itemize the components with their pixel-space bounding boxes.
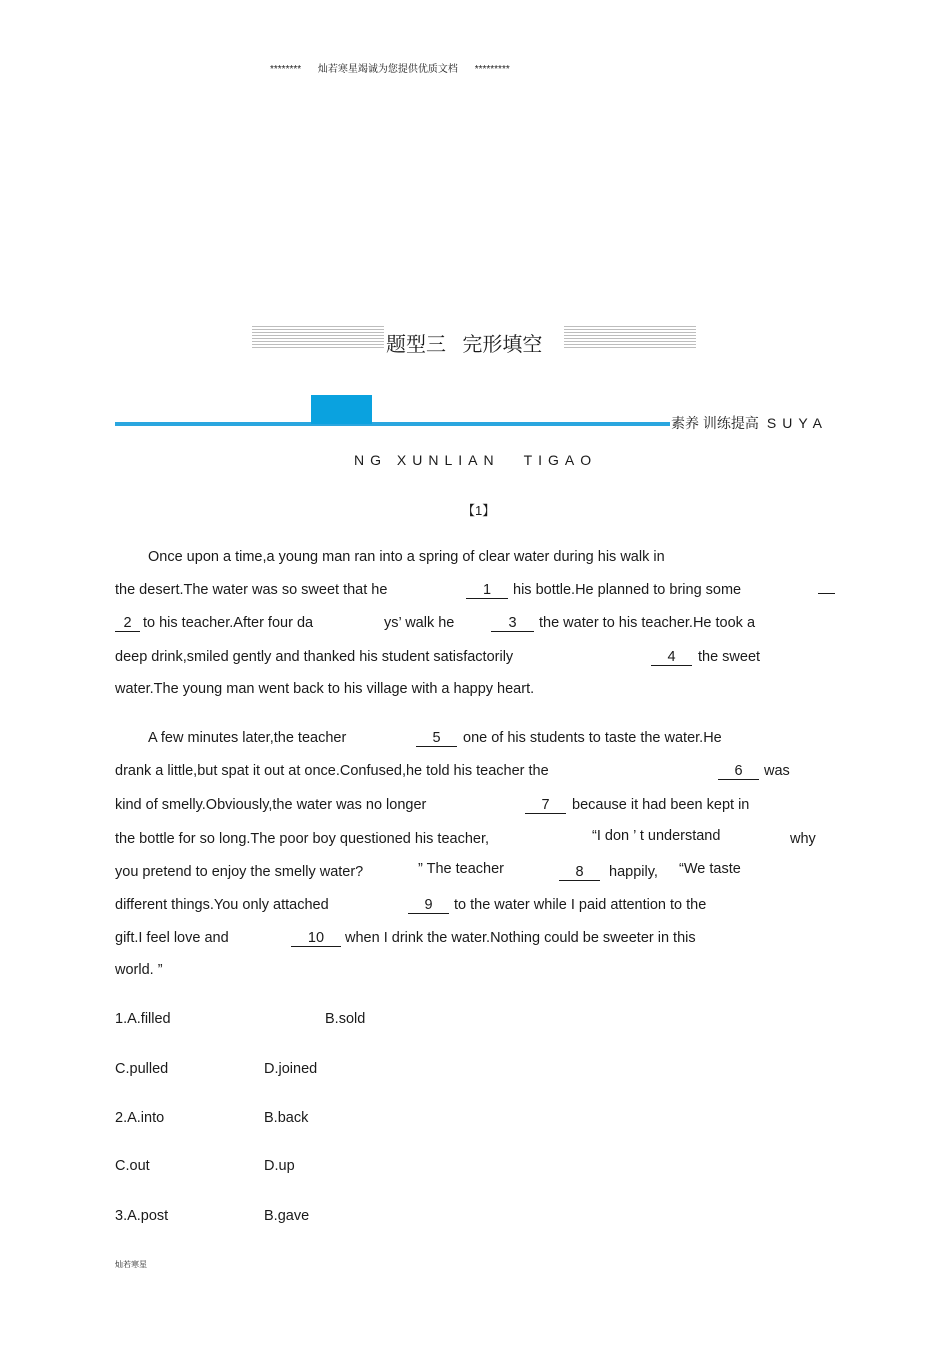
passage-line: ys’ walk he: [384, 615, 455, 631]
tagline-en: SUYA: [766, 415, 828, 431]
passage-line: world. ”: [115, 962, 163, 978]
tagline-continued: [354, 452, 597, 468]
section-number: 【1】: [462, 503, 496, 518]
passage-line: gift.I feel love and: [115, 930, 229, 946]
title-decoration-left: [252, 326, 384, 348]
passage-line: the bottle for so long.The poor boy questioned his teacher,: [115, 831, 490, 847]
title-decoration-right: [564, 326, 696, 348]
passage-line: happily,: [609, 864, 658, 880]
option-2b: B.back: [264, 1110, 309, 1126]
page-footer: 灿若寒星: [115, 1260, 147, 1269]
passage-line: one of his students to taste the water.He: [463, 730, 722, 746]
passage-line: you pretend to enjoy the smelly water?: [115, 864, 364, 880]
passage-line: “We taste: [679, 861, 741, 877]
option-2c: C.out: [115, 1158, 150, 1174]
passage-line: drank a little,but spat it out at once.Confused,he told his teacher the: [115, 763, 549, 779]
tagline-en-2b: TIGAO: [523, 452, 598, 468]
header-stars-left: ********: [270, 64, 302, 75]
blank-5: 5: [416, 731, 457, 747]
blank-4: 4: [651, 650, 692, 666]
blank-1: 1: [466, 583, 508, 599]
option-2d: D.up: [264, 1158, 295, 1174]
passage-line: to the water while I paid attention to the: [454, 897, 707, 913]
passage-line: water.The young man went back to his village with a happy heart.: [115, 681, 535, 697]
option-3b: B.gave: [264, 1208, 310, 1224]
option-1b: B.sold: [325, 1011, 366, 1027]
page-title: 题型三 完形填空: [386, 332, 543, 356]
passage-line: because it had been kept in: [572, 797, 750, 813]
blank-2: 2: [115, 616, 140, 632]
passage-line: his bottle.He planned to bring some: [513, 582, 742, 598]
passage-line: ” The teacher: [418, 861, 504, 877]
passage-line: kind of smelly.Obviously,the water was no longer: [115, 797, 427, 813]
passage-line: deep drink,smiled gently and thanked his student satisfactorily: [115, 649, 514, 665]
blank-6: 6: [718, 764, 759, 780]
passage-line: A few minutes later,the teacher: [148, 730, 347, 746]
blank-8: 8: [559, 865, 600, 881]
option-1a: 1.A.filled: [115, 1011, 171, 1027]
option-3a: 3.A.post: [115, 1208, 169, 1224]
blue-rule: [115, 422, 670, 426]
header-text: 灿若寒星竭诚为您提供优质文档: [317, 64, 458, 75]
option-1d: D.joined: [264, 1061, 318, 1077]
passage-line: “I don ’ t understand: [592, 828, 721, 844]
passage-line: why: [790, 831, 816, 847]
passage-line: Once upon a time,a young man ran into a spring of clear water during his walk in: [148, 549, 665, 565]
passage-line: the desert.The water was so sweet that he: [115, 582, 388, 598]
passage-line: when I drink the water.Nothing could be sweeter in this: [345, 930, 696, 946]
option-1c: C.pulled: [115, 1061, 169, 1077]
page-header: [270, 60, 524, 75]
passage-line: the water to his teacher.He took a: [539, 615, 756, 631]
tagline-en-2a: NG XUNLIAN: [354, 452, 500, 468]
blank-7: 7: [525, 798, 566, 814]
tagline-cn: 素养 训练提高: [671, 415, 759, 431]
passage-line: was: [764, 763, 790, 779]
blank-3: 3: [491, 616, 534, 632]
blank-2-line: [818, 593, 835, 594]
passage-line: to his teacher.After four da: [143, 615, 314, 631]
tagline: [671, 413, 828, 433]
header-stars-right: *********: [474, 64, 510, 75]
blank-10: 10: [291, 931, 341, 947]
blue-block: [311, 395, 372, 424]
blank-9: 9: [408, 898, 449, 914]
passage-line: the sweet: [698, 649, 761, 665]
passage-line: different things.You only attached: [115, 897, 329, 913]
option-2a: 2.A.into: [115, 1110, 165, 1126]
